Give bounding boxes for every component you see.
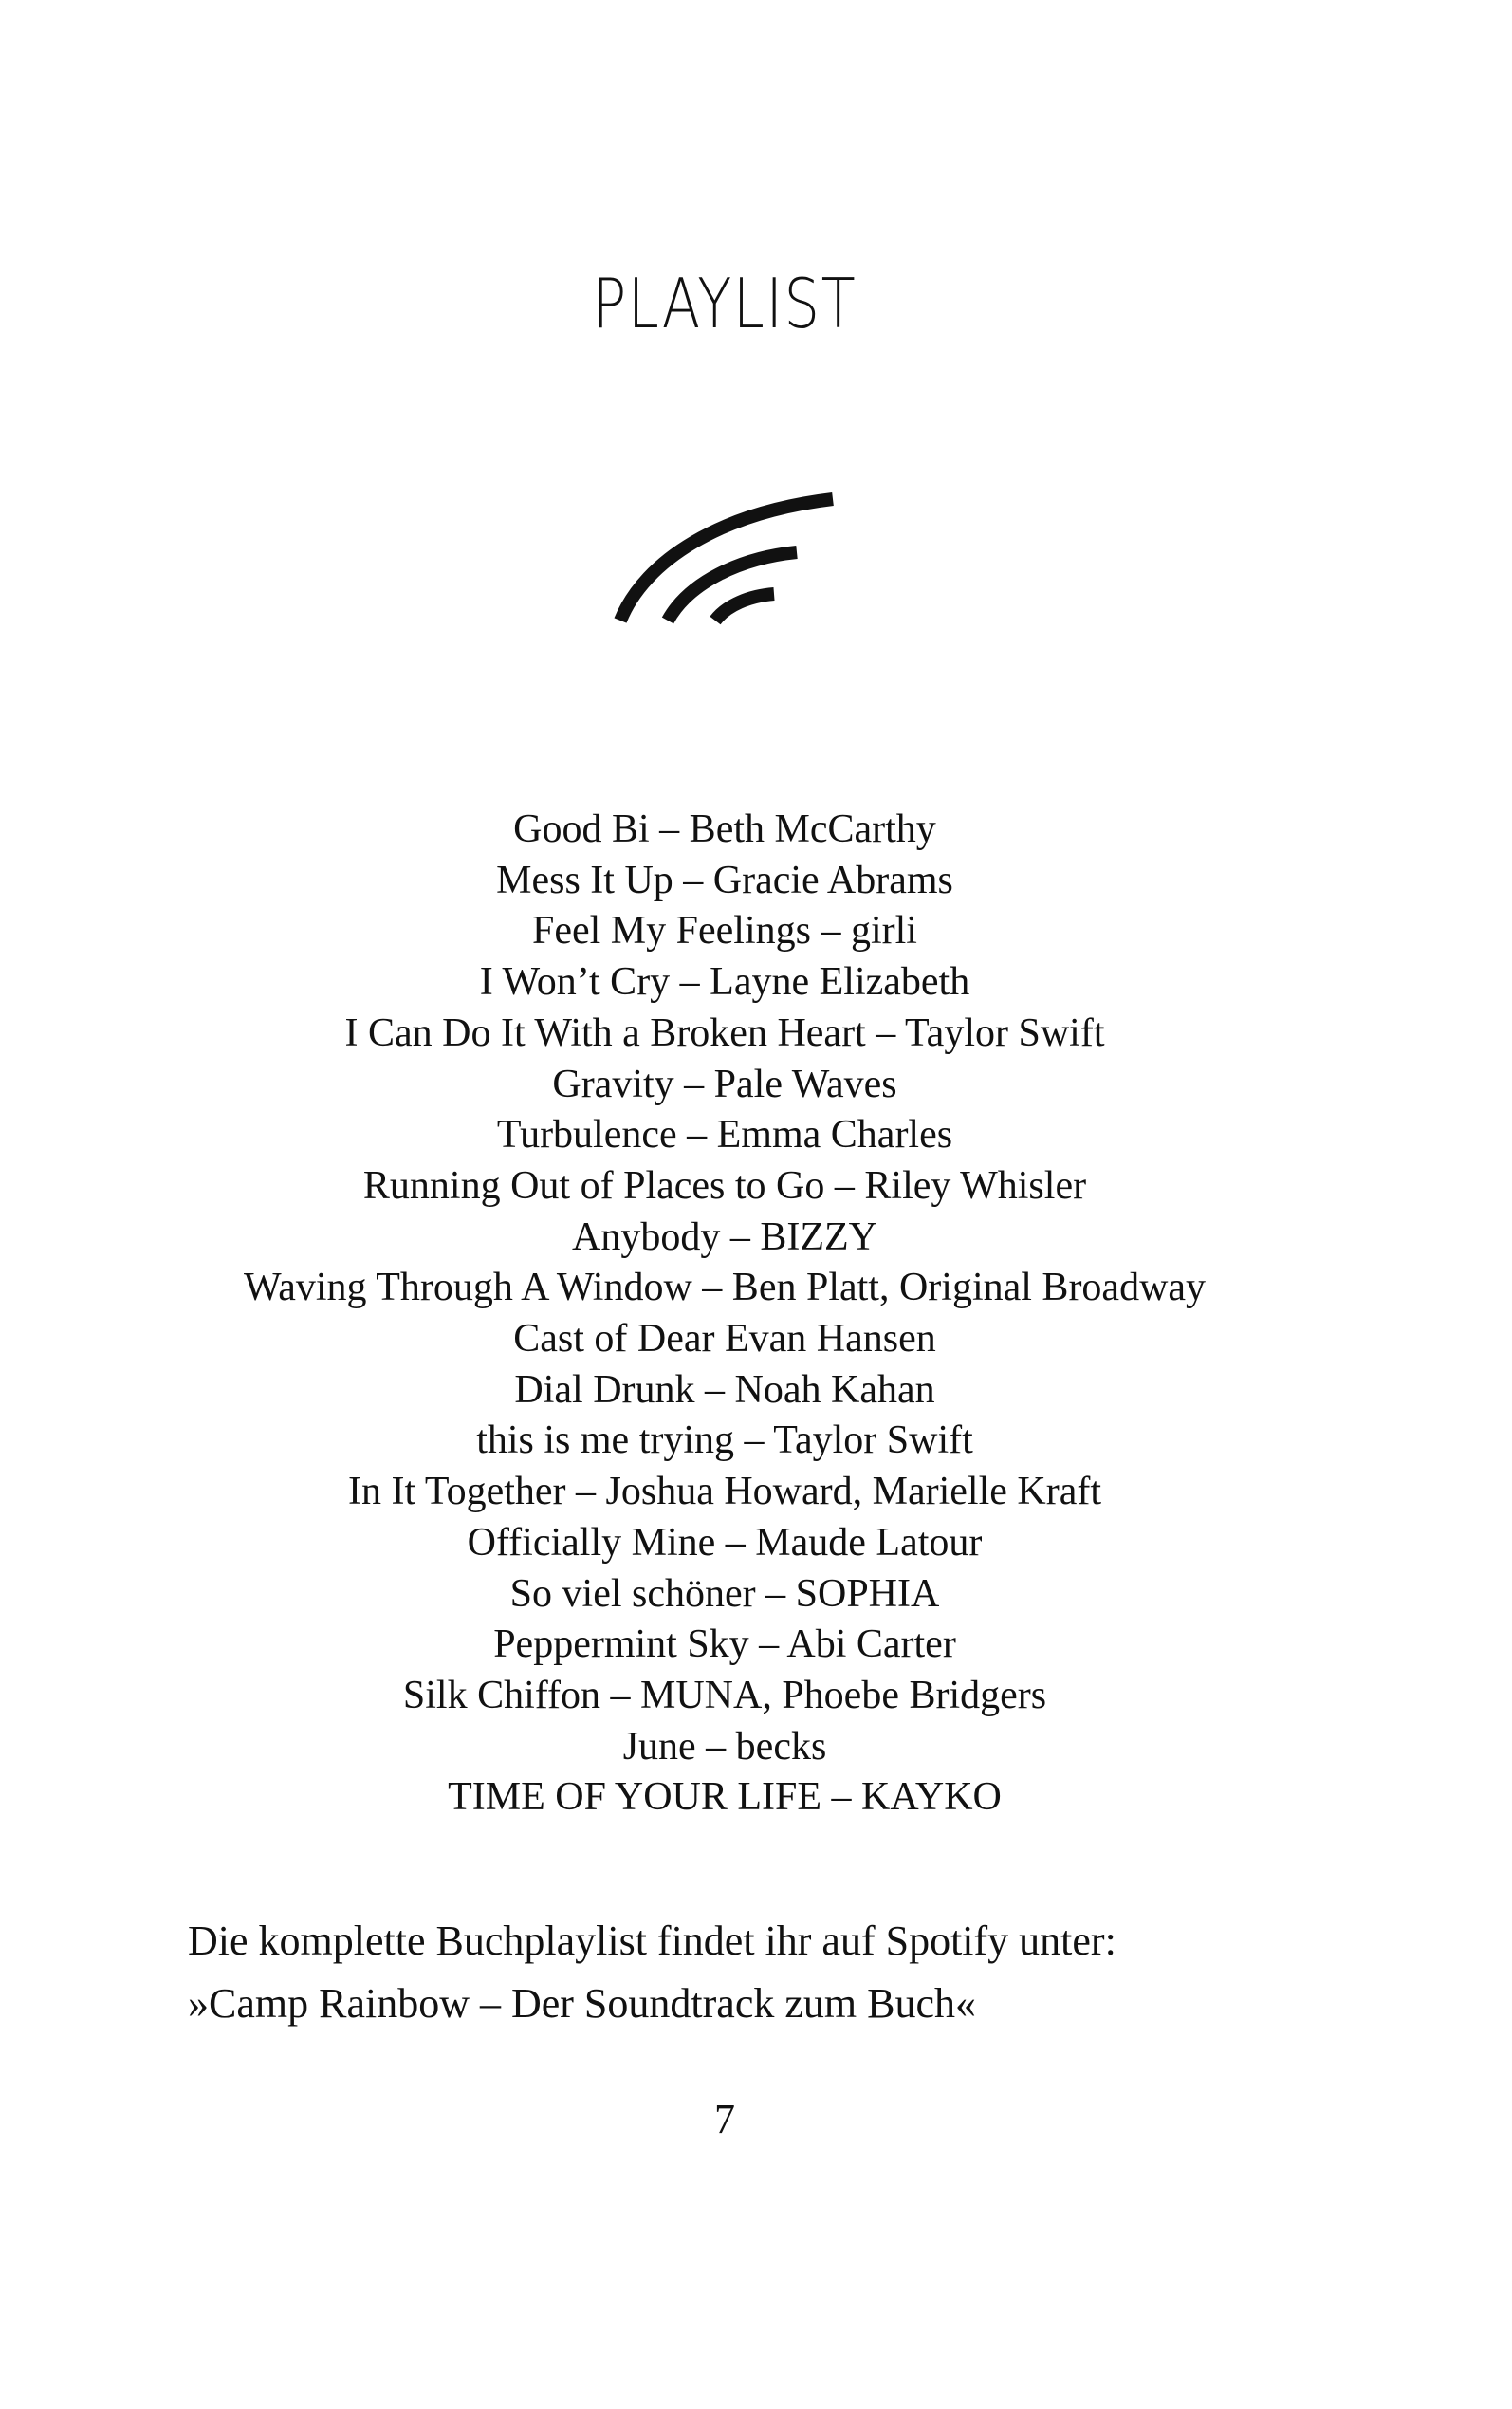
track-item: Good Bi – Beth McCarthy [513,807,936,851]
page-title: PLAYLIST [592,264,857,343]
track-item: Feel My Feelings – girli [532,909,917,954]
track-item: Peppermint Sky – Abi Carter [493,1622,956,1667]
track-item: Gravity – Pale Waves [552,1062,897,1106]
track-item: So viel schöner – SOPHIA [509,1571,940,1616]
track-item: Turbulence – Emma Charles [496,1113,953,1158]
track-item: TIME OF YOUR LIFE – KAYKO [448,1775,1002,1820]
track-item: this is me trying – Taylor Swift [476,1418,973,1463]
track-item: Waving Through A Window – Ben Platt, Original Broadway [243,1266,1207,1310]
track-list [0,805,1449,1824]
track-item: Dial Drunk – Noah Kahan [514,1367,935,1412]
track-item: I Won’t Cry – Layne Elizabeth [479,960,970,1005]
track-item: Running Out of Places to Go – Riley Whisler [362,1163,1087,1208]
track-item: In It Together – Joshua Howard, Marielle Kraft [347,1470,1102,1514]
rainbow-arcs-icon [607,484,854,626]
spotify-playlist-title: »Camp Rainbow – Der Soundtrack zum Buch« [188,1980,976,2027]
track-item: Silk Chiffon – MUNA, Phoebe Bridgers [402,1673,1047,1717]
track-item: I Can Do It With a Broken Heart – Taylor Swift [344,1010,1105,1055]
spotify-note [188,1910,1326,2035]
spotify-note-line: Die komplette Buchplaylist findet ihr auf Spotify unter: [188,1918,1116,1964]
page-number: 7 [714,2096,735,2142]
track-item: Cast of Dear Evan Hansen [513,1317,936,1362]
track-item: Mess It Up – Gracie Abrams [496,858,953,902]
track-item: Officially Mine – Maude Latour [467,1520,983,1565]
track-item: June – becks [622,1724,827,1769]
track-item: Anybody – BIZZY [572,1214,877,1259]
